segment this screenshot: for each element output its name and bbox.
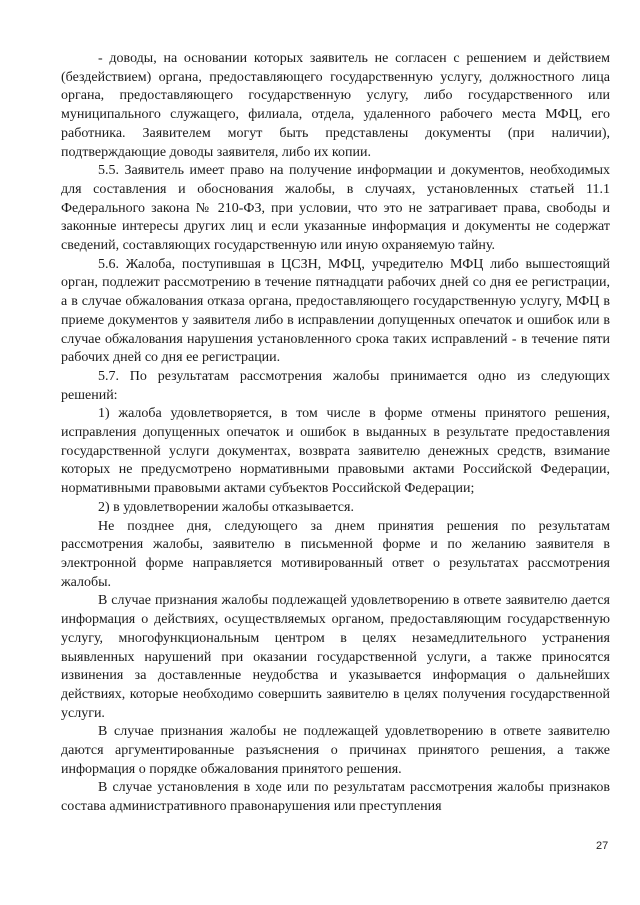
- paragraph-decision-1: 1) жалоба удовлетворяется, в том числе в форме отмены принятого решения, исправления допущенных опечаток и ошибок в выданных в результате предоставления государственной услуги документах, возврата заявителю денежных средств, взимание которых не предусмотрено нормативными правовыми актами Российской Федерации, нормативными правовыми актами субъектов Российской Федерации;: [61, 406, 610, 497]
- paragraph-complaint-rejected: В случае признания жалобы не подлежащей удовлетворению в ответе заявителю даются аргументированные разъяснения о причинах принятого решения, а также информация о порядке обжалования принятого решения.: [61, 724, 610, 777]
- document-page: [61, 50, 610, 817]
- paragraph-arguments: - доводы, на основании которых заявитель не согласен с решением и действием (бездействием) органа, предоставляющего государственную услугу, должностного лица органа, предоставляющего государственную услугу, либо государственного или муниципального служащего, филиала, отдела, удаленного рабочего места МФЦ, его работника. Заявителем могут быть представлены документы (при наличии), подтверждающие доводы заявителя, либо их копии.: [61, 51, 610, 160]
- paragraph-5-5: 5.5. Заявитель имеет право на получение информации и документов, необходимых для составления и обоснования жалобы, в случаях, установленных статьей 11.1 Федерального закона № 210-ФЗ, при условии, что это не затрагивает права, свободы и законные интересы других лиц и если указанные информация и документы не содержат сведений, составляющих государственную или иную охраняемую тайну.: [61, 163, 610, 254]
- paragraph-5-7: 5.7. По результатам рассмотрения жалобы принимается одно из следующих решений:: [61, 368, 610, 403]
- paragraph-violation-signs: В случае установления в ходе или по результатам рассмотрения жалобы признаков состава административного правонарушения или преступления: [61, 780, 610, 815]
- page-number: 27: [596, 840, 609, 852]
- paragraph-decision-2: 2) в удовлетворении жалобы отказывается.: [98, 499, 354, 515]
- paragraph-complaint-satisfied: В случае признания жалобы подлежащей удовлетворению в ответе заявителю дается информация о действиях, осуществляемых органом, предоставляющим государственную услугу, многофункциональным центром в целях незамедлительного устранения выявленных нарушений при оказании государственной услуги, а также приносятся извинения за доставленные неудобства и указывается информация о дальнейших действиях, которые необходимо совершить заявителю в целях получения государственной услуги.: [61, 593, 610, 721]
- paragraph-5-6: 5.6. Жалоба, поступившая в ЦСЗН, МФЦ, учредителю МФЦ либо вышестоящий орган, подлежит рассмотрению в течение пятнадцати рабочих дней со дня ее регистрации, а в случае обжалования отказа органа, предоставляющего государственную услугу, МФЦ в приеме документов у заявителя либо в исправлении допущенных опечаток и ошибок или в случае обжалования нарушения установленного срока таких исправлений - в течение пяти рабочих дней со дня ее регистрации.: [61, 256, 610, 366]
- paragraph-response-deadline: Не позднее дня, следующего за днем принятия решения по результатам рассмотрения жалобы, заявителю в письменной форме и по желанию заявителя в электронной форме направляется мотивированный ответ о результатах рассмотрения жалобы.: [61, 518, 610, 590]
